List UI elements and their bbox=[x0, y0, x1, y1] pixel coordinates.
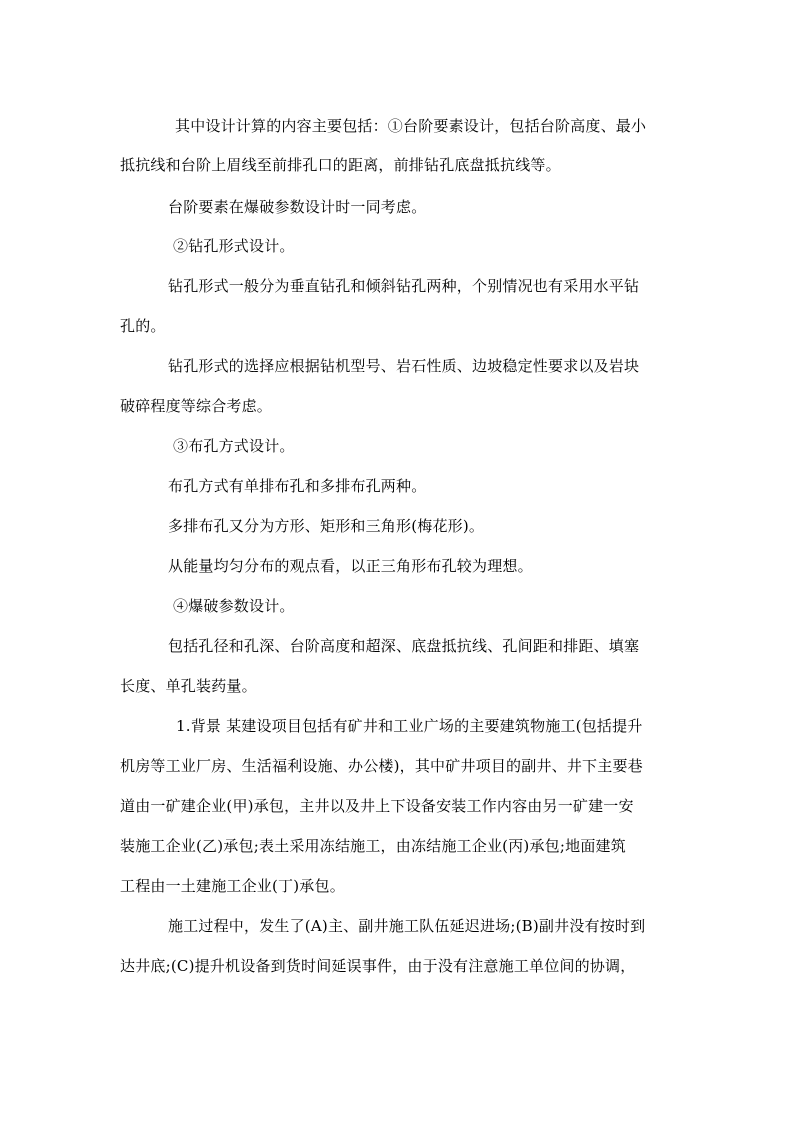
text-line: 施工过程中，发生了(A)主、副井施工队伍延迟进场;(B)副井没有按时到 bbox=[168, 917, 646, 935]
text-line: ③布孔方式设计。 bbox=[173, 437, 295, 455]
text-line: 装施工企业(乙)承包;表土采用冻结施工，由冻结施工企业(丙)承包;地面建筑 bbox=[120, 837, 626, 855]
text-line: 钻孔形式一般分为垂直钻孔和倾斜钻孔两种，个别情况也有采用水平钻 bbox=[168, 277, 640, 295]
text-line: 工程由一土建施工企业(丁)承包。 bbox=[120, 877, 345, 895]
text-line: 其中设计计算的内容主要包括：①台阶要素设计，包括台阶高度、最小 bbox=[175, 117, 647, 135]
text-line: 从能量均匀分布的观点看，以正三角形布孔较为理想。 bbox=[168, 557, 533, 575]
text-line: 包括孔径和孔深、台阶高度和超深、底盘抵抗线、孔间距和排距、填塞 bbox=[168, 637, 640, 655]
text-line: 多排布孔又分为方形、矩形和三角形(梅花形)。 bbox=[168, 517, 485, 535]
text-line: 钻孔形式的选择应根据钻机型号、岩石性质、边坡稳定性要求以及岩块 bbox=[168, 357, 640, 375]
text-line: 1.背景 某建设项目包括有矿井和工业广场的主要建筑物施工(包括提升 bbox=[176, 717, 643, 735]
text-line: 机房等工业厂房、生活福利设施、办公楼)，其中矿井项目的副井、井下主要巷 bbox=[120, 757, 643, 775]
text-line: 长度、单孔装药量。 bbox=[120, 677, 257, 695]
text-line: 道由一矿建企业(甲)承包，主井以及井上下设备安装工作内容由另一矿建一安 bbox=[120, 797, 634, 815]
text-line: 台阶要素在爆破参数设计时一同考虑。 bbox=[168, 198, 427, 216]
text-line: 孔的。 bbox=[120, 317, 166, 335]
text-line: 布孔方式有单排布孔和多排布孔两种。 bbox=[168, 477, 427, 495]
text-line: 抵抗线和台阶上眉线至前排孔口的距离，前排钻孔底盘抵抗线等。 bbox=[120, 156, 561, 174]
text-line: 破碎程度等综合考虑。 bbox=[120, 397, 273, 415]
text-line: ②钻孔形式设计。 bbox=[173, 237, 295, 255]
text-line: ④爆破参数设计。 bbox=[173, 597, 295, 615]
text-line: 达井底;(C)提升机设备到货时间延误事件，由于没有注意施工单位间的协调， bbox=[120, 957, 636, 975]
